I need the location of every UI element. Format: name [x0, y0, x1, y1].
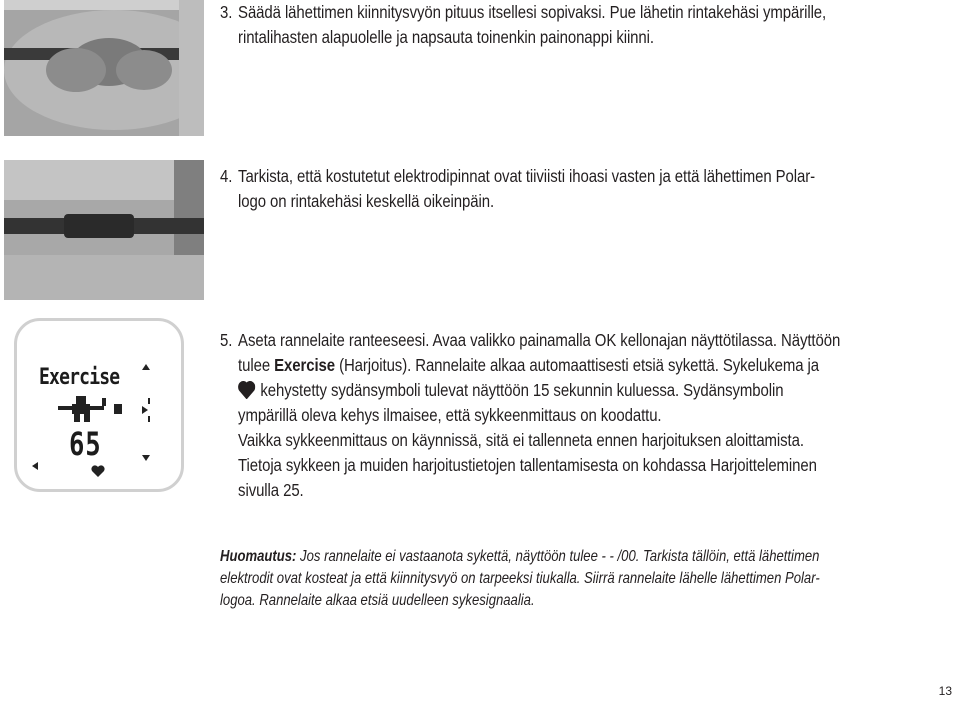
step-number: 5.: [220, 330, 233, 350]
step-text-line: ympärillä oleva kehys ilmaisee, että sykkeenmittaus on koodattu.: [238, 405, 662, 425]
watch-display: [14, 318, 184, 492]
note-line: [220, 546, 942, 568]
heart-rate-value: 65: [69, 425, 102, 463]
step-text-line: Tarkista, että kostutetut elektrodipinnat ovat tiiviisti ihoasi vasten ja että lähettimen Polar-: [238, 166, 816, 186]
text-segment: (Harjoitus). Rannelaite alkaa automaattisesti etsiä sykettä. Sykelukema ja: [334, 355, 820, 375]
text-segment: tulee: [238, 355, 275, 375]
step-number: 4.: [220, 166, 233, 186]
framed-heart-icon: [238, 381, 255, 399]
step-text-line: [238, 378, 865, 403]
note-line: logoa. Rannelaite alkaa etsiä uudelleen sykesignaalia.: [220, 592, 535, 609]
step-text-line: [238, 353, 865, 378]
step-text-line: Säädä lähettimen kiinnitysvyön pituus itsellesi sopivaksi. Pue lähetin rintakehäsi ympärille,: [238, 2, 827, 22]
step-4: [220, 164, 850, 214]
photo-fastening-strap: [4, 0, 204, 136]
step-text-line: Aseta rannelaite ranteeseesi. Avaa valikko painamalla OK kellonajan näyttötilassa. Näyttöön: [238, 330, 841, 350]
runner-icon: [58, 396, 122, 422]
step-text-line: Tietoja sykkeen ja muiden harjoitustietojen tallentamisesta on kohdassa Harjoitteleminen: [238, 455, 817, 475]
text-segment: kehystetty sydänsymboli tulevat näyttöön 15 sekunnin kuluessa. Sydänsymbolin: [260, 380, 784, 400]
note-line: elektrodit ovat kosteat ja että kiinnitysvyö on tarpeeksi tiukalla. Siirrä rannelaite lähelle lähettimen Polar-: [220, 570, 820, 587]
page-number: 13: [938, 684, 952, 698]
arrow-left-icon: [32, 462, 38, 470]
step-text-line: Vaikka sykkeenmittaus on käynnissä, sitä ei tallenneta ennen harjoituksen aloittamista.: [238, 430, 804, 450]
note-block: [220, 546, 942, 612]
photo-strap-on-chest: [4, 160, 204, 300]
arrow-right-icon: [142, 398, 150, 422]
step-text-line: rintalihasten alapuolelle ja napsauta toinenkin painonappi kiinni.: [238, 27, 654, 47]
text-segment: Jos rannelaite ei vastaanota sykettä, näyttöön tulee - - /00. Tarkista tällöin, että lähettimen: [296, 548, 820, 565]
step-text-line: sivulla 25.: [238, 480, 304, 500]
step-3: [220, 0, 850, 50]
arrow-down-icon: [142, 455, 150, 461]
step-number: 3.: [220, 2, 233, 22]
step-text-line: logo on rintakehäsi keskellä oikeinpäin.: [238, 191, 495, 211]
watch-mode-label: Exercise: [39, 365, 120, 390]
arrow-up-icon: [142, 364, 150, 370]
exercise-term: Exercise: [274, 355, 335, 375]
note-label: Huomautus:: [220, 548, 297, 565]
heart-icon: [91, 465, 104, 477]
step-5: [220, 328, 865, 503]
